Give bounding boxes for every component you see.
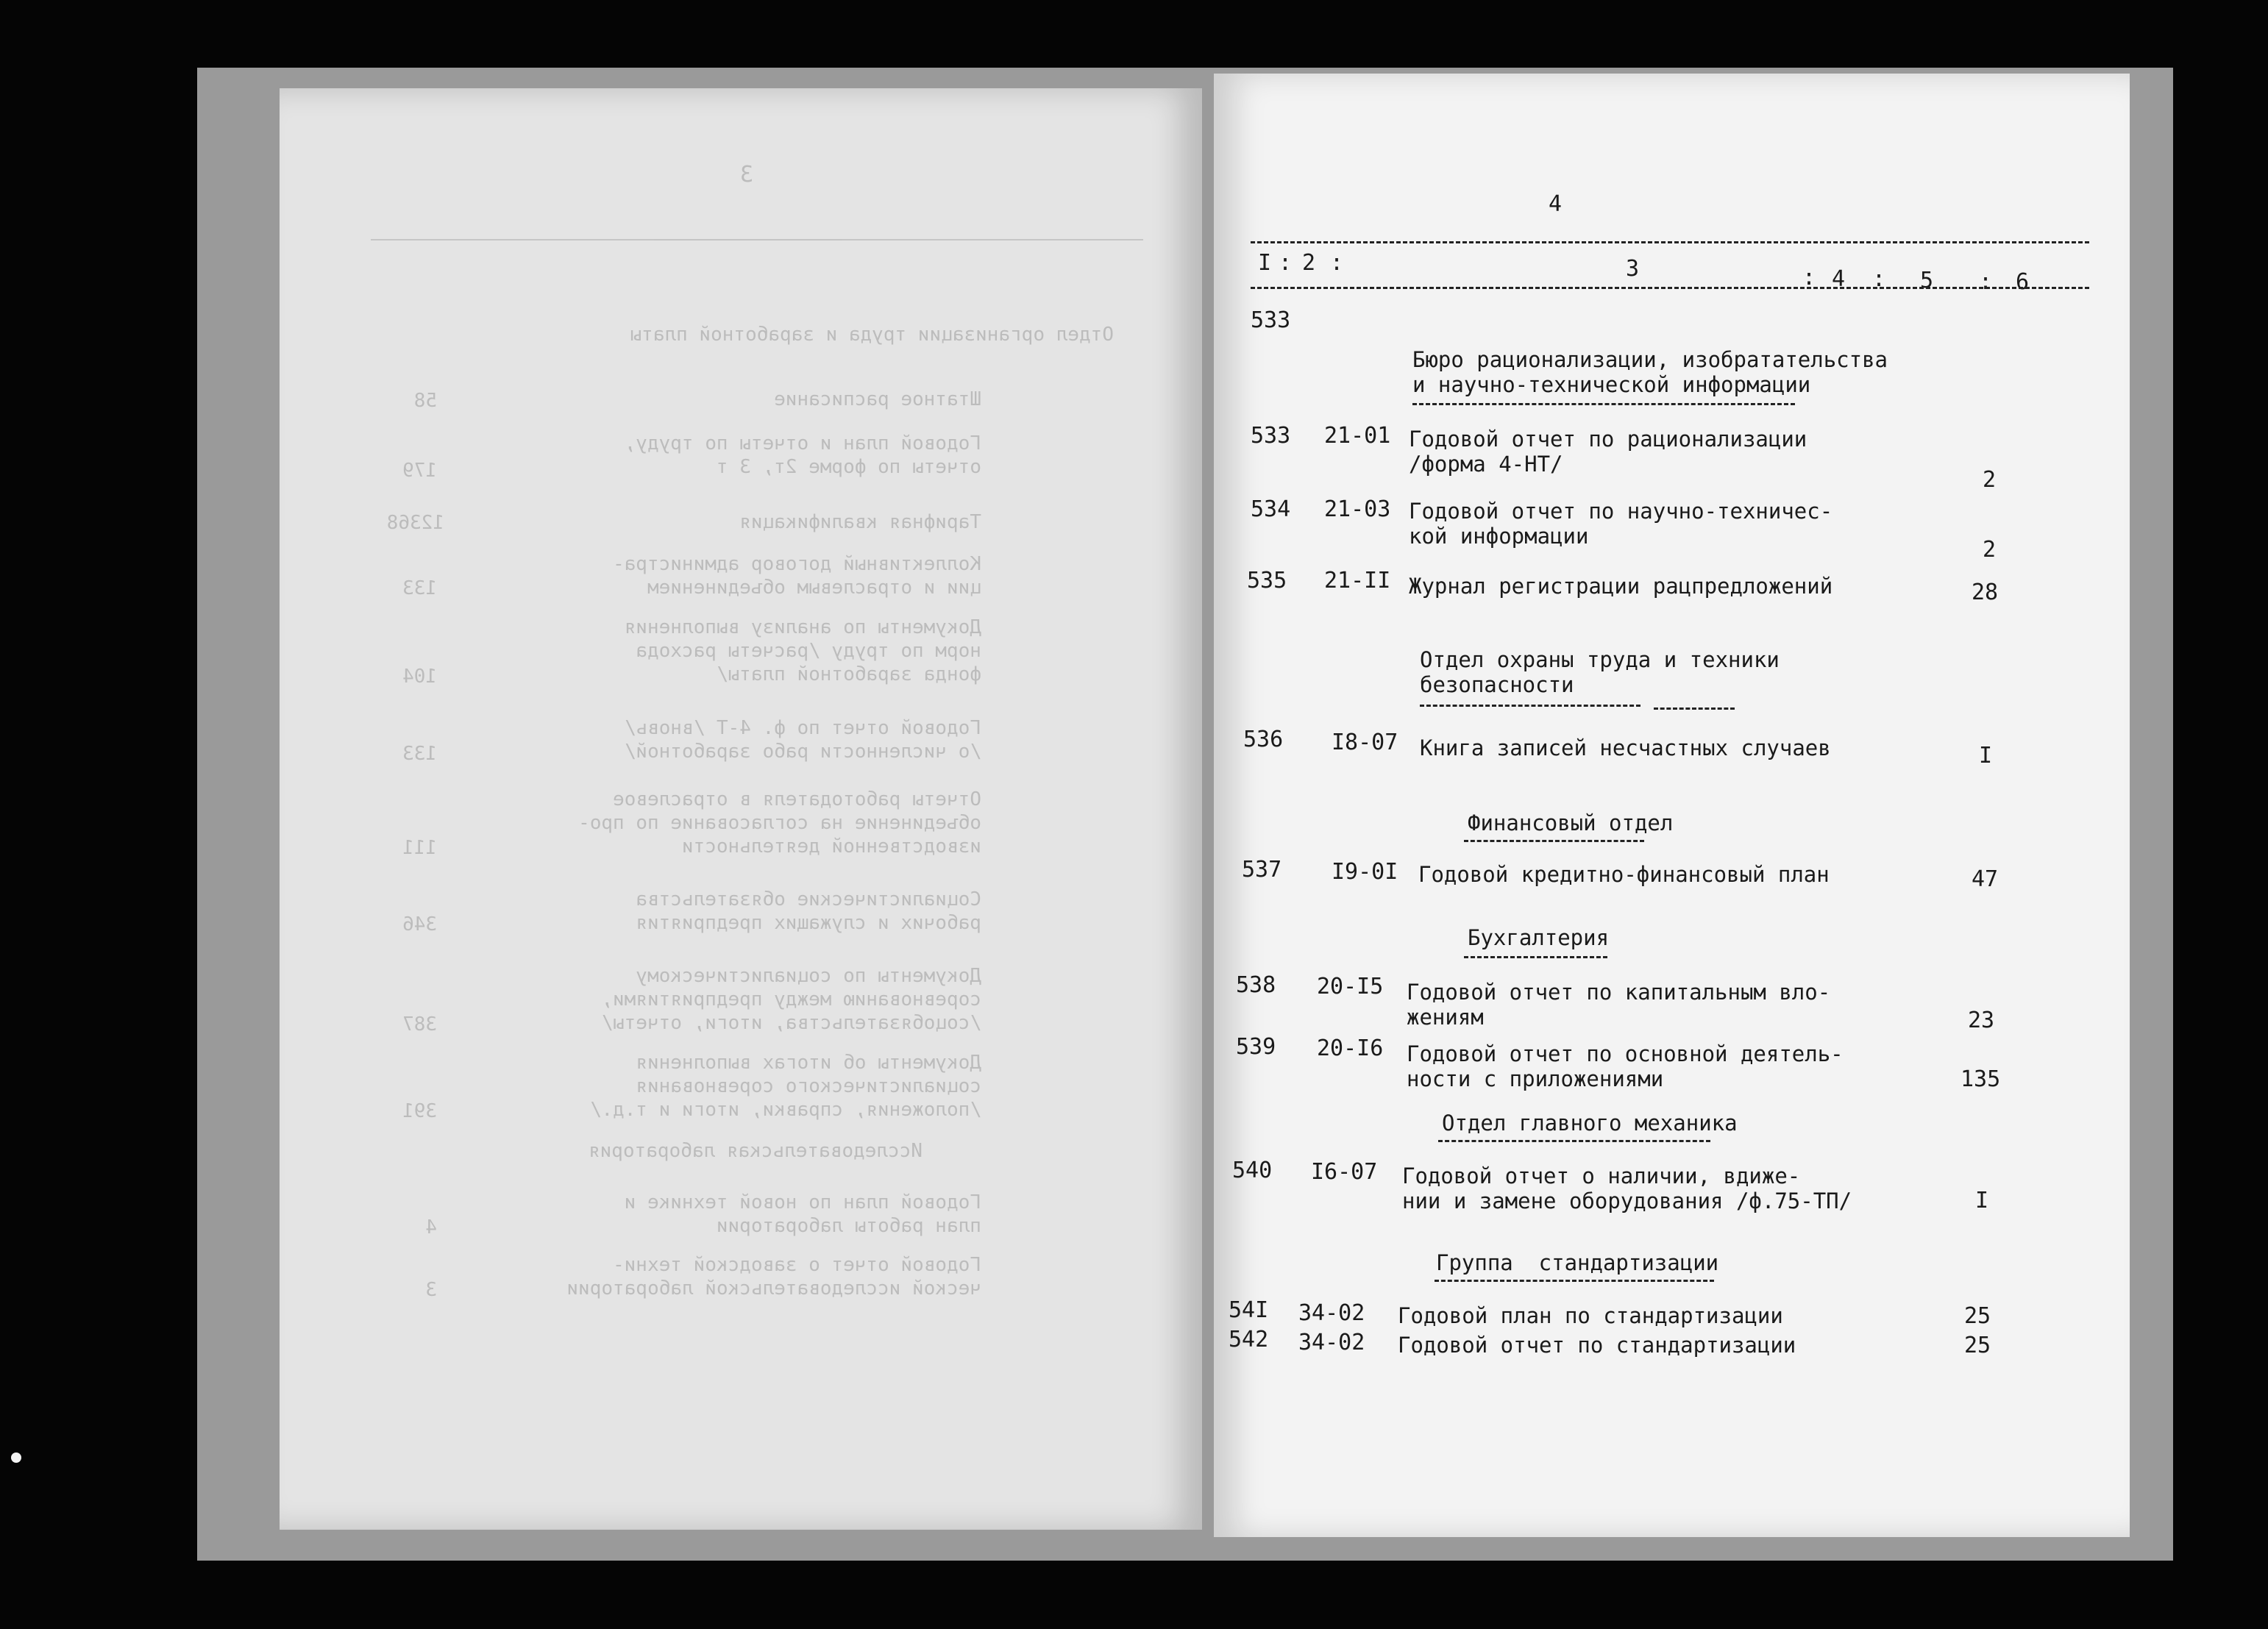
row-533-title: Годовой отчет по рационализации /форма 4-НТ/ [1409,427,1807,477]
row-536-code: I8-07 [1332,730,1398,755]
section-heading-finance: Финансовый отдел [1468,810,1674,835]
left-header-rule [371,239,1143,240]
row-541-title: Годовой план по стандартизации [1398,1303,1783,1328]
header-rule-bottom [1251,287,2089,289]
row-538-code: 20-I5 [1317,974,1384,999]
row-538-number: 538 [1236,972,1276,998]
bleed-number: 387 [402,1013,437,1035]
section-heading-standardization: Группа стандартизации [1436,1250,1719,1275]
bleed-number: 179 [402,460,437,482]
column-header-5: 5 [1920,268,1935,293]
row-540-code: I6-07 [1311,1159,1378,1185]
row-536-title: Книга записей несчастных случаев [1420,735,1831,760]
bleed-line: Отдел организации труда и заработной платы [630,324,1114,346]
bleed-number: 3 [425,1279,437,1301]
row-539-code: 20-I6 [1317,1035,1384,1061]
bleed-line: Отчеты работодателя в отраслевое [613,788,981,810]
bleed-number: 391 [402,1100,437,1122]
row-542-count: 25 [1964,1333,1991,1358]
bleed-line: изводственной деятельности [682,835,981,858]
row-534-number: 534 [1251,496,1291,522]
section-heading-labor-safety: Отдел охраны труда и техники безопасности [1420,647,1780,697]
bleed-line: Годовой отчет по ф. 4-Т /вновь/ [624,717,981,739]
left-page [280,88,1202,1530]
row-533-number: 533 [1251,423,1291,449]
row-536-count: I [1979,743,1993,769]
section-underline [1420,705,1640,707]
row-537-title: Годовой кредитно-финансовый план [1418,862,1830,887]
bleed-line: норм по труду /расчеты расхода [636,640,981,662]
bleed-number: 4 [425,1216,437,1238]
row-541-code: 34-02 [1298,1300,1365,1326]
orphan-number: 533 [1251,307,1291,333]
bleed-number: 111 [402,837,437,859]
section-underline [1412,403,1795,405]
bleed-line: Документы по анализу выполнения [624,616,981,638]
bleed-line: Годовой план по новой технике и [624,1191,981,1213]
bleed-line: соревнованию между предприятиями, [601,988,981,1010]
right-page: 4 I : 2 : 3 : 4 : 5 : 6 533 Бюро рационализации, изобратательства и научно-технической информации 533 21-01 Годовой отчет по рационализации /форма 4-НТ/ 2 534 21-03 Годовой отчет по научно-техничес- кой информации 2 535 21-II Журнал регистрации рацпредложений 28 Отдел охраны труда и техники безопасности 536 I8-07 Книга записей несчастных случаев I Финансовый отдел 537 I9-0I Годовой кредитно-финансовый план 47 Бухгалтерия 538 20-I5 Годовой отчет по капитальным вло- жениям 23 539 20-I6 Годовой отчет по основной деятель- ности с приложениями 135 Отдел главного механика 540 I6-07 Годовой отчет о наличии, вдиже- нии и замене оборудования /ф.75-ТП/ I Группа стандартизации 54I 34-02 Годовой план по стандартизации 25 542 34-02 Годовой отчет по стандартизации 25 [1214,74,2130,1537]
bleed-line: Тарифная квалификация [739,511,981,533]
column-header-2: 2 [1302,250,1318,276]
bleed-number: 12368 [386,512,444,534]
row-542-code: 34-02 [1298,1330,1365,1355]
column-header-3: 3 [1626,256,1641,282]
bleed-line: фонда заработной платы/ [716,663,981,685]
bleed-number: 133 [402,577,437,599]
row-538-title: Годовой отчет по капитальным вло- жениям [1407,980,1831,1030]
row-533-count: 2 [1983,467,1997,493]
section-heading-accounting: Бухгалтерия [1468,925,1610,950]
row-539-title: Годовой отчет по основной деятель- ности с приложениями [1407,1041,1844,1091]
row-534-code: 21-03 [1324,496,1391,522]
bleed-number: 133 [402,743,437,765]
bleed-line: рабочих и служащих предприятия [636,912,981,934]
bleed-line: /положения, справки, итоги и т.д./ [589,1099,981,1121]
row-537-code: I9-0I [1332,859,1398,885]
bleed-line: план работы лаборатории [716,1215,981,1237]
row-539-count: 135 [1960,1066,2001,1092]
bleed-line: Годовой план и отчеты по труду, [624,432,981,455]
left-page-number: 3 [739,162,753,188]
row-542-title: Годовой отчет по стандартизации [1398,1333,1796,1358]
bleed-number: 104 [402,666,437,688]
row-534-count: 2 [1983,537,1997,563]
row-536-number: 536 [1243,727,1284,752]
row-535-code: 21-II [1324,568,1391,594]
row-542-number: 542 [1229,1327,1269,1352]
bleed-number: 346 [402,913,437,935]
bleed-line: Документы об итогах выполнения [636,1052,981,1074]
header-rule-top [1251,241,2089,243]
bleed-line: ческой исследовательской лаборатории [566,1277,981,1300]
row-537-number: 537 [1242,857,1282,883]
page-number: 4 [1549,191,1563,217]
row-535-number: 535 [1247,568,1287,594]
bleed-line: Годовой отчет о заводской техни- [613,1254,981,1276]
bleed-line: объединение на согласование по про- [578,812,981,834]
column-header-1: I [1258,250,1273,276]
bleed-line: /о численности рабо заработной/ [624,741,981,763]
section-underline [1438,1140,1710,1142]
row-541-number: 54I [1229,1297,1269,1323]
bleed-line: Социалистические обязательства [636,888,981,910]
section-heading-bureau: Бюро рационализации, изобратательства и научно-технической информации [1412,347,1888,397]
bleed-line: Документы по социалистическому [636,965,981,987]
row-535-count: 28 [1972,580,1999,605]
left-page-bleed-through [280,88,1202,1530]
section-underline [1654,707,1735,710]
row-533-code: 21-01 [1324,423,1391,449]
section-underline [1435,1280,1714,1282]
row-537-count: 47 [1972,866,1999,892]
row-541-count: 25 [1964,1303,1991,1329]
section-underline [1464,956,1607,958]
bleed-line: /соцобязательства, итоги, отчеты/ [601,1012,981,1034]
film-speck [11,1452,21,1463]
row-540-count: I [1975,1188,1989,1213]
row-535-title: Журнал регистрации рацпредложений [1409,574,1833,599]
section-underline [1464,840,1644,842]
section-heading-chief-mechanic: Отдел главного механика [1442,1111,1738,1136]
bleed-line: социалистического соревнования [636,1075,981,1097]
bleed-number: 58 [413,390,437,412]
row-539-number: 539 [1236,1034,1276,1060]
column-header-6: 6 [2016,269,2031,295]
row-540-title: Годовой отчет о наличии, вдиже- нии и замене оборудования /ф.75-ТП/ [1402,1163,1852,1213]
bleed-line: отчеты по форме 2т, 3 т [716,456,981,478]
row-540-number: 540 [1232,1158,1273,1183]
bleed-line: Коллективный договор администра- [613,553,981,575]
bleed-line: Исследовательская лаборатория [589,1140,923,1162]
bleed-line: Штатное расписание [774,388,981,410]
row-538-count: 23 [1968,1008,1995,1033]
column-header-4: 4 [1832,266,1847,292]
bleed-line: ции и отраслевым объединением [647,577,981,599]
row-534-title: Годовой отчет по научно-техничес- кой информации [1409,499,1833,549]
